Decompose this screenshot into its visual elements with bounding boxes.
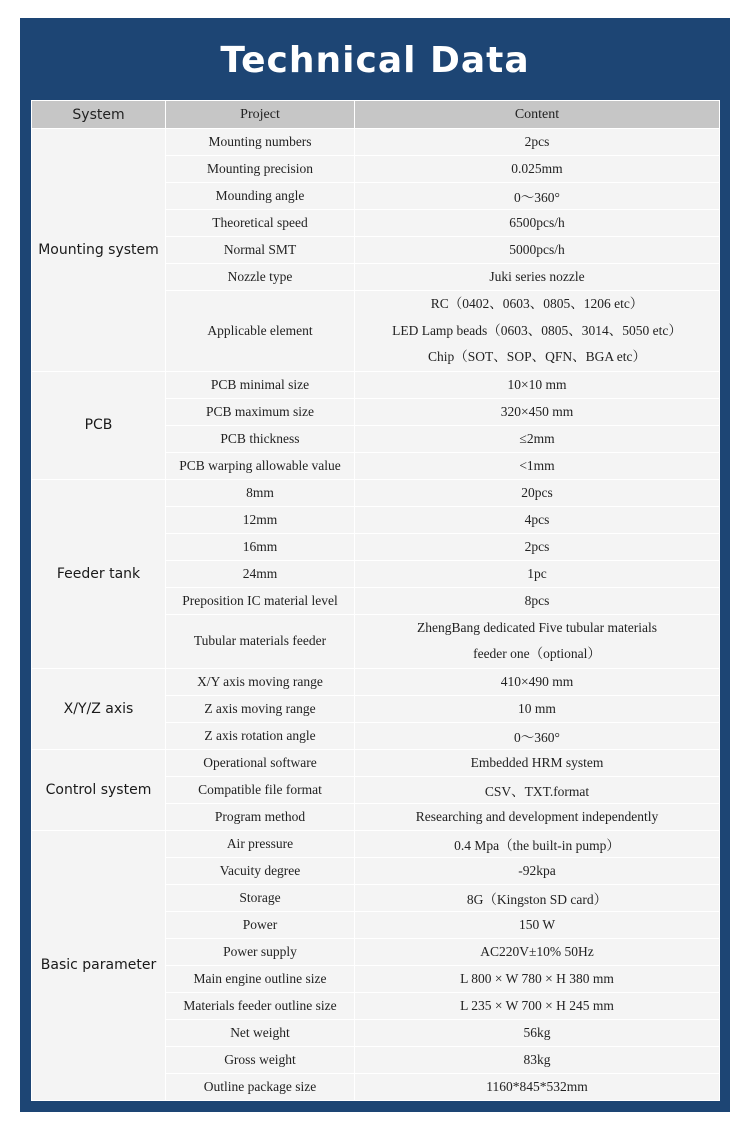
project-cell: Main engine outline size (166, 965, 355, 992)
project-cell: Power supply (166, 938, 355, 965)
content-cell: ≤2mm (355, 425, 720, 452)
project-cell: Mounting numbers (166, 129, 355, 156)
content-cell: 20pcs (355, 479, 720, 506)
content-cell: L 800 × W 780 × H 380 mm (355, 965, 720, 992)
page-title: Technical Data (220, 40, 530, 81)
content-cell: 0.025mm (355, 156, 720, 183)
project-cell: PCB warping allowable value (166, 452, 355, 479)
content-cell: 10 mm (355, 695, 720, 722)
content-cell: 1pc (355, 560, 720, 587)
content-cell: Juki series nozzle (355, 264, 720, 291)
table-header-row (32, 101, 720, 129)
table-row (32, 479, 720, 506)
project-cell: Materials feeder outline size (166, 992, 355, 1019)
content-cell: 8G（Kingston SD card） (355, 884, 720, 911)
table-row (32, 668, 720, 695)
content-cell: 8pcs (355, 587, 720, 614)
project-cell: Vacuity degree (166, 857, 355, 884)
project-cell: Mounting precision (166, 156, 355, 183)
system-cell: Mounting system (32, 129, 166, 372)
content-cell: 4pcs (355, 506, 720, 533)
project-cell: Theoretical speed (166, 210, 355, 237)
table-row (32, 129, 720, 156)
project-cell: Outline package size (166, 1073, 355, 1100)
table-row (32, 371, 720, 398)
project-cell: 24mm (166, 560, 355, 587)
content-cell: 6500pcs/h (355, 210, 720, 237)
content-cell: -92kpa (355, 857, 720, 884)
system-cell: X/Y/Z axis (32, 668, 166, 749)
project-cell: Storage (166, 884, 355, 911)
content-cell: 2pcs (355, 533, 720, 560)
project-cell: 8mm (166, 479, 355, 506)
content-cell (355, 291, 720, 372)
project-cell: Applicable element (166, 291, 355, 372)
content-cell: 2pcs (355, 129, 720, 156)
content-cell: Researching and development independently (355, 803, 720, 830)
content-line: feeder one（optional） (473, 646, 601, 662)
project-cell: Air pressure (166, 830, 355, 857)
content-cell: AC220V±10% 50Hz (355, 938, 720, 965)
project-cell: PCB maximum size (166, 398, 355, 425)
header-content: Content (355, 101, 720, 129)
project-cell: PCB thickness (166, 425, 355, 452)
system-cell: Feeder tank (32, 479, 166, 668)
table-body (32, 129, 720, 1101)
project-cell: Gross weight (166, 1046, 355, 1073)
content-cell: 0～360° (355, 722, 720, 749)
table-row (32, 749, 720, 776)
content-cell: 5000pcs/h (355, 237, 720, 264)
project-cell: PCB minimal size (166, 371, 355, 398)
project-cell: Power (166, 911, 355, 938)
content-line: LED Lamp beads（0603、0805、3014、5050 etc） (392, 322, 682, 338)
content-cell: 410×490 mm (355, 668, 720, 695)
project-cell: Program method (166, 803, 355, 830)
project-cell: Operational software (166, 749, 355, 776)
project-cell: Compatible file format (166, 776, 355, 803)
technical-data-table (31, 100, 720, 1101)
project-cell: Preposition IC material level (166, 587, 355, 614)
project-cell: X/Y axis moving range (166, 668, 355, 695)
project-cell: Z axis rotation angle (166, 722, 355, 749)
content-cell: 0～360° (355, 183, 720, 210)
project-cell: Net weight (166, 1019, 355, 1046)
content-cell: 56kg (355, 1019, 720, 1046)
project-cell: Tubular materials feeder (166, 614, 355, 668)
project-cell: Normal SMT (166, 237, 355, 264)
content-line: ZhengBang dedicated Five tubular materials (417, 619, 657, 635)
project-cell: Z axis moving range (166, 695, 355, 722)
project-cell: Nozzle type (166, 264, 355, 291)
project-cell: 12mm (166, 506, 355, 533)
content-cell: CSV、TXT.format (355, 776, 720, 803)
spec-sheet-frame (20, 18, 730, 1112)
project-cell: 16mm (166, 533, 355, 560)
content-line: Chip（SOT、SOP、QFN、BGA etc） (428, 349, 646, 365)
content-cell: 10×10 mm (355, 371, 720, 398)
content-cell: 150 W (355, 911, 720, 938)
content-cell: Embedded HRM system (355, 749, 720, 776)
header-project: Project (166, 101, 355, 129)
system-cell: Basic parameter (32, 830, 166, 1100)
content-cell: <1mm (355, 452, 720, 479)
content-cell: 1160*845*532mm (355, 1073, 720, 1100)
content-cell: 0.4 Mpa（the built-in pump） (355, 830, 720, 857)
project-cell: Mounding angle (166, 183, 355, 210)
content-cell: L 235 × W 700 × H 245 mm (355, 992, 720, 1019)
system-cell: PCB (32, 371, 166, 479)
content-cell: 320×450 mm (355, 398, 720, 425)
header-system: System (32, 101, 166, 129)
content-line: RC（0402、0603、0805、1206 etc） (430, 296, 644, 311)
content-cell: 83kg (355, 1046, 720, 1073)
table-row (32, 830, 720, 857)
content-cell (355, 614, 720, 668)
system-cell: Control system (32, 749, 166, 830)
